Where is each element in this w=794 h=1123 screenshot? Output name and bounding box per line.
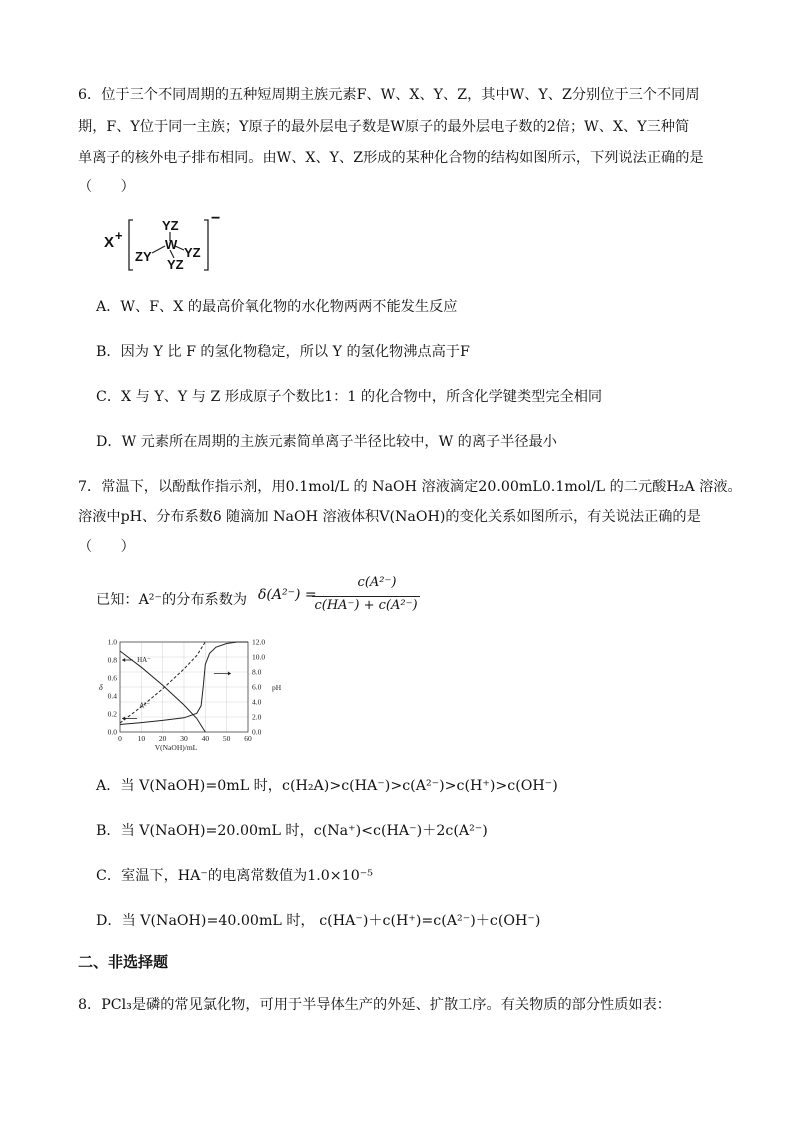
x-tick-label: 60 — [244, 734, 252, 743]
right-tick-label: 4.0 — [252, 697, 262, 707]
ligand-bottom: YZ — [167, 257, 184, 272]
center-atom: W — [165, 237, 178, 252]
right-tick-label: 2.0 — [252, 712, 262, 722]
q7-option-a: A．当 V(NaOH)=0mL 时，c(H₂A)>c(HA⁻)>c(A²⁻)>c(H⁺)>c(OH⁻) — [96, 778, 558, 794]
arrowhead-ha — [122, 658, 125, 662]
ligand-left: ZY — [135, 249, 152, 264]
x-tick-label: 0 — [118, 734, 122, 743]
q7-option-c: C．室温下，HA⁻的电离常数值为1.0×10⁻⁵ — [96, 868, 373, 884]
fraction-bar — [312, 596, 420, 597]
x-tick-label: 40 — [201, 734, 210, 743]
section-title: 二、非选择题 — [78, 953, 169, 971]
ligand-top: YZ — [162, 218, 179, 233]
left-tick-label: 0.2 — [107, 709, 117, 719]
structure-diagram — [104, 210, 224, 274]
left-axis-label: δ — [99, 683, 103, 692]
right-tick-label: 0.0 — [252, 727, 262, 737]
q6-option-a: A．W、F、X 的最高价氧化物的水化物两两不能发生反应 — [96, 299, 458, 315]
curve-label-ha: HA⁻ — [137, 655, 151, 664]
left-tick-label: 0.4 — [107, 691, 117, 701]
q7-answer-paren: （ ） — [78, 539, 135, 555]
formula-numerator: c(A²⁻) — [357, 575, 397, 590]
cation-charge: + — [115, 228, 123, 243]
titration-chart — [92, 636, 292, 756]
x-tick-label: 30 — [180, 734, 188, 743]
anion-charge: − — [211, 210, 221, 227]
left-tick-label: 0.8 — [107, 655, 117, 665]
left-tick-label: 0.0 — [107, 727, 117, 737]
x-tick-label: 10 — [137, 734, 146, 743]
right-tick-label: 12.0 — [252, 637, 266, 647]
left-tick-label: 0.6 — [107, 673, 117, 683]
x-axis-label: V(NaOH)/mL — [154, 743, 198, 752]
q7-text-line-1: 7．常温下，以酚酞作指示剂，用0.1mol/L 的 NaOH 溶液滴定20.00mL0.1mol/L 的二元酸H₂A 溶液。 — [78, 479, 742, 495]
q6-text-line-1: 6．位于三个不同周期的五种短周期主族元素F、W、X、Y、Z，其中W、Y、Z分别位于三个不同周 — [78, 87, 700, 103]
right-tick-label: 8.0 — [252, 667, 262, 677]
formula-lhs: δ(A²⁻) = — [258, 587, 317, 603]
q6-answer-paren: （ ） — [78, 179, 135, 195]
curve-label-a2: A²⁻ — [139, 701, 151, 710]
known-prefix: 已知：A²⁻的分布系数为 — [96, 592, 248, 608]
right-axis-label: pH — [272, 683, 282, 692]
q7-option-b: B．当 V(NaOH)=20.00mL 时，c(Na⁺)<c(HA⁻)＋2c(A²⁻) — [96, 823, 488, 839]
x-tick-label: 50 — [222, 734, 231, 743]
q6-option-b: B．因为 Y 比 F 的氢化物稳定，所以 Y 的氢化物沸点高于F — [96, 344, 470, 360]
right-tick-label: 10.0 — [252, 652, 266, 662]
q6-text-line-3: 单离子的核外电子排布相同。由W、X、Y、Z形成的某种化合物的结构如图所示，下列说法正确的是 — [78, 150, 704, 166]
right-tick-label: 6.0 — [252, 682, 262, 692]
q7-text-line-2: 溶液中pH、分布系数δ 随滴加 NaOH 溶液体积V(NaOH)的变化关系如图所示，有关说法正确的是 — [78, 509, 701, 525]
x-tick-label: 20 — [158, 734, 167, 743]
left-tick-label: 1.0 — [107, 637, 117, 647]
cation-symbol: X — [104, 234, 115, 251]
q7-option-d: D．当 V(NaOH)=40.00mL 时， c(HA⁻)＋c(H⁺)=c(A²⁻)＋c(OH⁻) — [96, 913, 541, 929]
q8-text-line-1: 8．PCl₃是磷的常见氯化物，可用于半导体生产的外延、扩散工序。有关物质的部分性质如表： — [78, 997, 671, 1013]
q6-option-d: D．W 元素所在周期的主族元素简单离子半径比较中，W 的离子半径最小 — [96, 434, 557, 450]
ligand-right: YZ — [184, 245, 201, 260]
formula-denominator: c(HA⁻) + c(A²⁻) — [314, 598, 418, 613]
q6-text-line-2: 期，F、Y位于同一主族；Y原子的最外层电子数是W原子的最外层电子数的2倍；W、X、Y三种简 — [78, 119, 690, 135]
q6-option-c: C．X 与 Y、Y 与 Z 形成原子个数比1：1 的化合物中，所含化学键类型完全相同 — [96, 389, 603, 405]
